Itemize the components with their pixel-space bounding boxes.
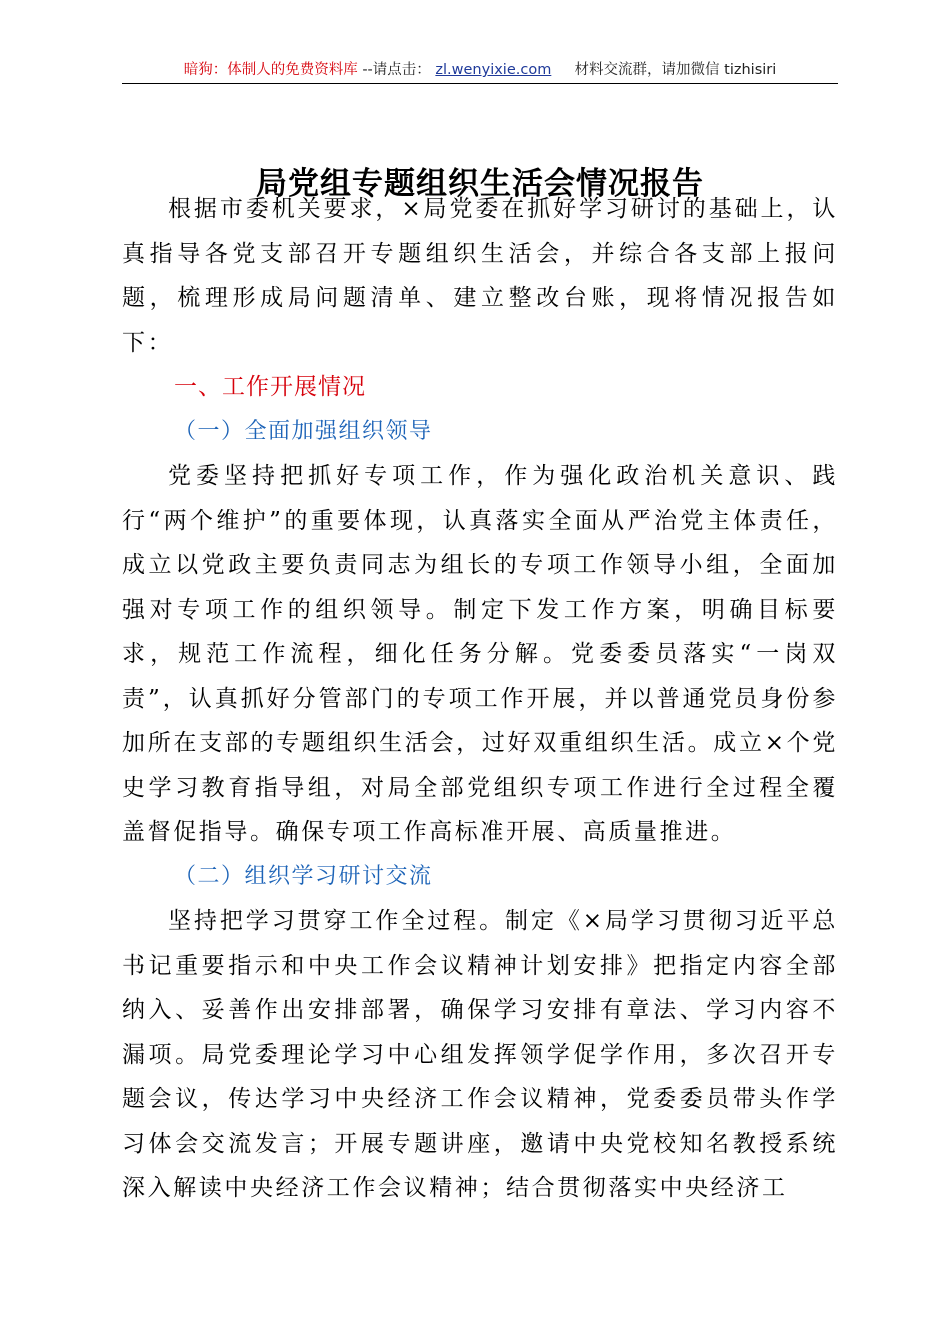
section-heading: 一、工作开展情况 [174, 374, 366, 400]
header-url-link[interactable]: zl.wenyixie.com [435, 62, 552, 78]
body-paragraph: 坚持把学习贯穿工作全过程。制定《×局学习贯彻习近平总书记重要指示和中央工作会议精神计划安排》把指定内容全部纳入、妥善作出安排部署，确保学习安排有章法、学习内容不漏项。局党委理论学习中心组发挥领学促学作用，多次召开专题会议，传达学习中央经济工作会议精神，党委委员带头作学习体会交流发言；开展专题讲座，邀请中央党校知名教授系统深入解读中央经济工作会议精神；结合贯彻落实中央经济工 [122, 908, 838, 1201]
document-body [122, 187, 838, 1211]
header-prompt: --请点击： [362, 62, 431, 78]
header-divider [122, 83, 838, 84]
document-title: 局党组专题组织生活会情况报告 [256, 165, 704, 202]
body-paragraph: 党委坚持把抓好专项工作，作为强化政治机关意识、践行“两个维护”的重要体现，认真落实全面从严治党主体责任，成立以党政主要负责同志为组长的专项工作领导小组，全面加强对专项工作的组织领导。制定下发工作方案，明确目标要求，规范工作流程，细化任务分解。党委委员落实“一岗双责”，认真抓好分管部门的专项工作开展，并以普通党员身份参加所在支部的专题组织生活会，过好双重组织生活。成立×个党史学习教育指导组，对局全部党组织专项工作进行全过程全覆盖督促指导。确保专项工作高标准开展、高质量推进。 [122, 463, 838, 845]
intro-paragraph: 根据市委机关要求，×局党委在抓好学习研讨的基础上，认真指导各党支部召开专题组织生活会，并综合各支部上报问题，梳理形成局问题清单、建立整改台账，现将情况报告如下： [122, 196, 838, 356]
page-header [122, 58, 838, 82]
subsection-heading: （二）组织学习研讨交流 [174, 863, 433, 889]
subsection-heading: （一）全面加强组织领导 [174, 418, 433, 444]
header-brand: 暗狗：体制人的免费资料库 [183, 62, 358, 78]
header-contact: 材料交流群，请加微信 tizhisiri [574, 62, 777, 78]
